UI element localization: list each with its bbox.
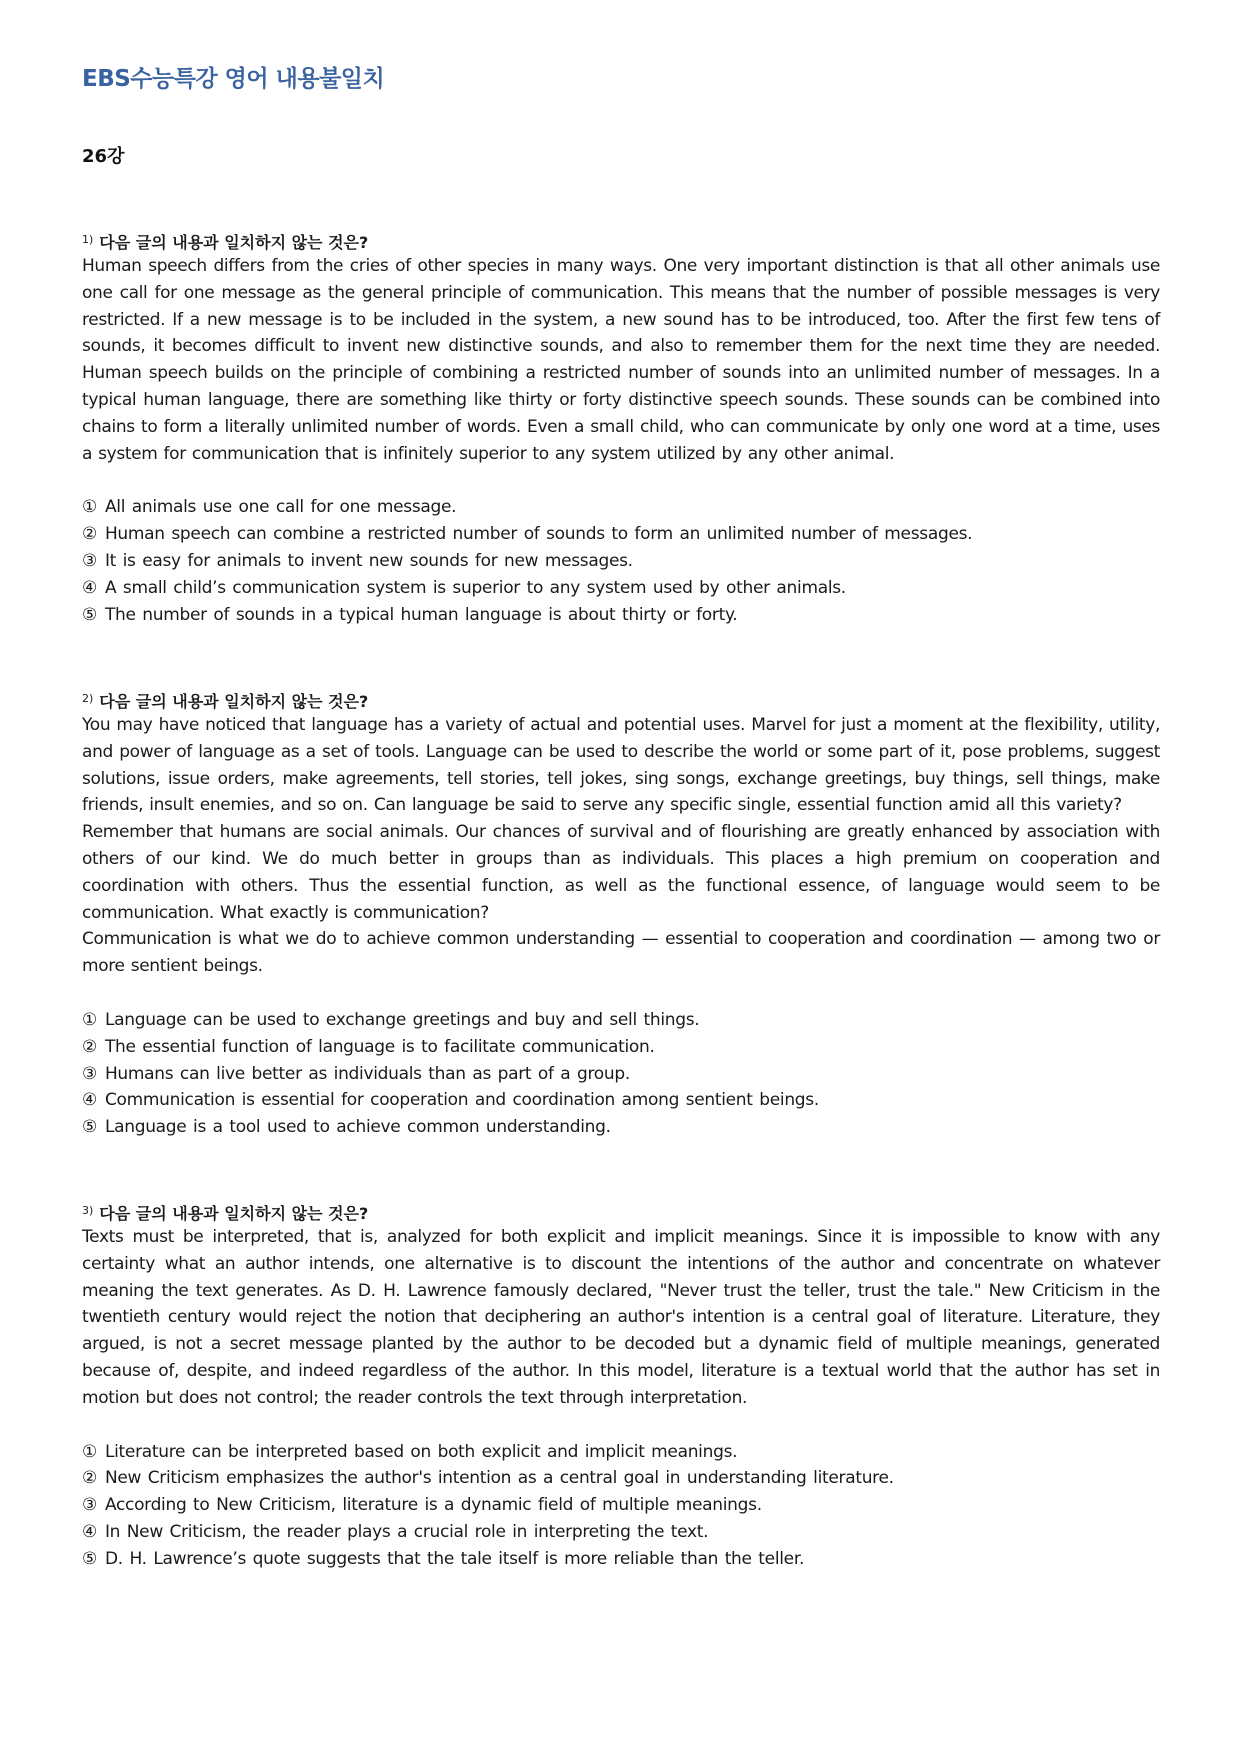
passage-paragraph: Communication is what we do to achieve common understanding — essential to cooperation and coordination — among two or more sentient beings. [82,929,1160,977]
choice-mark: ⑤ [82,1117,97,1138]
passage-paragraph: You may have noticed that language has a variety of actual and potential uses. Marvel for just a moment at the flexibility, utility, and power of language as a set of tools. Language can be used to describe the world or some part of it, pose problems, suggest solutions, issue orders, make agreements, tell stories, tell jokes, sing songs, exchange greetings, buy things, sell things, make friends, insult enemies, and so on. Can language be said to serve any specific single, essential function amid all this variety? [82,715,1160,816]
choice-2[interactable] [82,1034,1160,1061]
choice-mark: ① [82,497,97,518]
choice-mark: ⑤ [82,604,97,625]
choice-1[interactable] [82,1007,1160,1034]
choice-1[interactable] [82,494,1160,521]
choice-5[interactable] [82,1546,1160,1573]
choice-mark: ④ [82,577,97,598]
choice-mark: ③ [82,1063,97,1084]
answer-choices [82,1007,1160,1141]
lesson-number: 26강 [82,146,125,167]
choice-mark: ② [82,1468,97,1489]
question-header [82,685,1160,712]
choice-text: The number of sounds in a typical human language is about thirty or forty. [104,604,738,625]
choice-3[interactable] [82,548,1160,575]
choice-mark: ④ [82,1090,97,1111]
choice-mark: ① [82,1009,97,1030]
question-number: 2) [82,692,94,705]
question-3 [82,1197,1160,1573]
document-title: EBS수능특강 영어 내용불일치 [82,66,385,92]
question-number: 3) [82,1204,94,1217]
choice-4[interactable] [82,575,1160,602]
choice-text: Language can be used to exchange greetings and buy and sell things. [104,1009,700,1030]
choice-mark: ⑤ [82,1548,97,1569]
choice-3[interactable] [82,1061,1160,1088]
passage-paragraph: Texts must be interpreted, that is, analyzed for both explicit and implicit meanings. Since it is impossible to know with any certainty what an author intends, one alternative is to discount the intentions of the author and concentrate on whatever meaning the text generates. As D. H. Lawrence famously declared, "Never trust the teller, trust the tale." New Criticism in the twentieth century would reject the notion that deciphering an author's intention is a central goal of literature. Literature, they argued, is not a secret message planted by the author to be decoded but a dynamic field of multiple meanings, generated because of, despite, and indeed regardless of the author. In this model, literature is a textual world that the author has set in motion but does not control; the reader controls the text through interpretation. [82,1227,1160,1408]
question-prompt: 다음 글의 내용과 일치하지 않는 것은? [99,1204,369,1223]
passage-paragraph: Remember that humans are social animals. Our chances of survival and of flourishing are greatly enhanced by association with others of our kind. We do much better in groups than as individuals. This places a high premium on cooperation and coordination with others. Thus the essential function, as well as the functional essence, of language would seem to be communication. What exactly is communication? [82,822,1160,923]
answer-choices [82,1439,1160,1573]
choice-2[interactable] [82,1465,1160,1492]
question-prompt: 다음 글의 내용과 일치하지 않는 것은? [99,692,369,711]
choice-text: Language is a tool used to achieve common understanding. [104,1117,611,1138]
question-header [82,1197,1160,1224]
choice-text: A small child’s communication system is superior to any system used by other animals. [104,577,846,598]
choice-mark: ② [82,1036,97,1057]
question-number: 1) [82,233,94,246]
question-2 [82,685,1160,1141]
choice-5[interactable] [82,1114,1160,1141]
choice-text: According to New Criticism, literature is a dynamic field of multiple meanings. [104,1495,762,1516]
question-1 [82,226,1160,628]
choice-text: The essential function of language is to facilitate communication. [104,1036,655,1057]
choice-4[interactable] [82,1087,1160,1114]
choice-text: It is easy for animals to invent new sounds for new messages. [104,550,633,571]
choice-4[interactable] [82,1519,1160,1546]
choice-text: In New Criticism, the reader plays a crucial role in interpreting the text. [104,1521,709,1542]
choice-text: Humans can live better as individuals than as part of a group. [104,1063,630,1084]
question-passage [82,253,1160,467]
choice-mark: ③ [82,550,97,571]
choice-text: D. H. Lawrence’s quote suggests that the tale itself is more reliable than the teller. [104,1548,805,1569]
question-prompt: 다음 글의 내용과 일치하지 않는 것은? [99,233,369,252]
choice-mark: ③ [82,1495,97,1516]
choice-mark: ① [82,1441,97,1462]
choice-text: New Criticism emphasizes the author's intention as a central goal in understanding literature. [104,1468,894,1489]
choice-text: Literature can be interpreted based on both explicit and implicit meanings. [104,1441,738,1462]
choice-5[interactable] [82,602,1160,629]
answer-choices [82,494,1160,628]
question-passage [82,712,1160,980]
choice-2[interactable] [82,521,1160,548]
choice-1[interactable] [82,1439,1160,1466]
choice-text: All animals use one call for one message. [104,497,457,518]
choice-text: Human speech can combine a restricted number of sounds to form an unlimited number of messages. [104,524,973,545]
question-header [82,226,1160,253]
question-passage [82,1224,1160,1412]
choice-mark: ② [82,524,97,545]
choice-mark: ④ [82,1521,97,1542]
choice-3[interactable] [82,1492,1160,1519]
choice-text: Communication is essential for cooperation and coordination among sentient beings. [104,1090,819,1111]
passage-paragraph: Human speech differs from the cries of other species in many ways. One very important distinction is that all other animals use one call for one message as the general principle of communication. This means that the number of possible messages is very restricted. If a new message is to be included in the system, a new sound has to be introduced, too. After the first few tens of sounds, it becomes difficult to invent new distinctive sounds, and also to remember them for the next time they are needed. Human speech builds on the principle of combining a restricted number of sounds into an unlimited number of messages. In a typical human language, there are something like thirty or forty distinctive speech sounds. These sounds can be combined into chains to form a literally unlimited number of words. Even a small child, who can communicate by only one word at a time, uses a system for communication that is infinitely superior to any system utilized by any other animal. [82,256,1160,464]
